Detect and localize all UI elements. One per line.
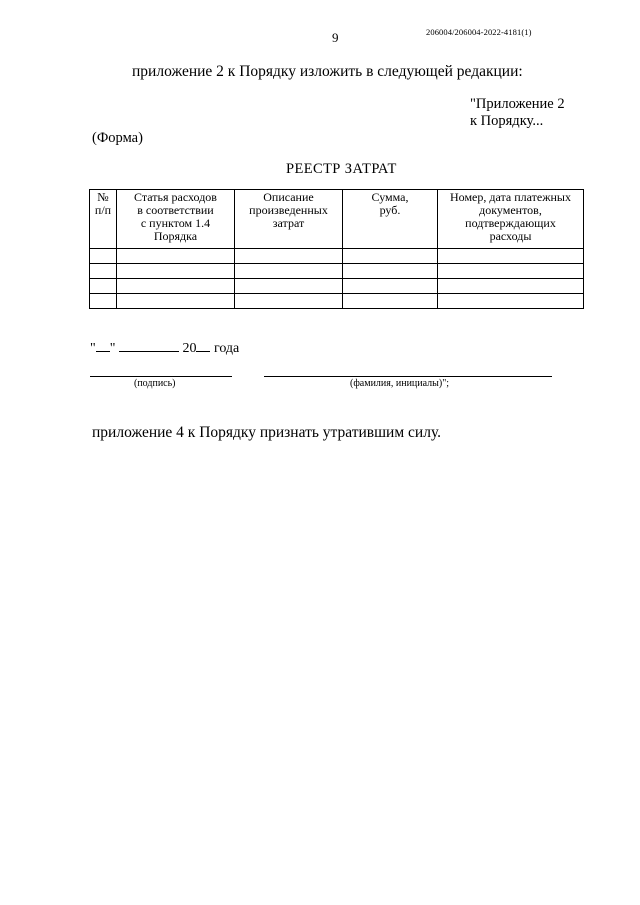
table-cell[interactable]: [438, 264, 584, 279]
table-cell[interactable]: [90, 249, 117, 264]
registry-table: [89, 189, 584, 309]
day-blank[interactable]: [96, 351, 110, 352]
header-cell-expense-item: [117, 190, 235, 249]
header-cell-description: [235, 190, 343, 249]
table-cell[interactable]: [117, 294, 235, 309]
header-cell-amount: [343, 190, 438, 249]
table-row: [90, 294, 584, 309]
header-text: расходы: [489, 229, 532, 243]
table-cell[interactable]: [90, 294, 117, 309]
table-cell[interactable]: [117, 264, 235, 279]
table-row: [90, 249, 584, 264]
table-cell[interactable]: [343, 279, 438, 294]
document-id: 206004/206004-2022-4181(1): [426, 27, 532, 37]
intro-paragraph: приложение 2 к Порядку изложить в следующей редакции:: [132, 63, 523, 80]
closing-paragraph: приложение 4 к Порядку признать утратившим силу.: [92, 424, 442, 441]
open-quote: ": [90, 341, 96, 356]
table-cell[interactable]: [90, 264, 117, 279]
table-row: [90, 279, 584, 294]
header-text: с пунктом 1.4: [140, 216, 211, 230]
table-cell[interactable]: [235, 249, 343, 264]
header-text: подтверждающих: [465, 216, 556, 230]
table-cell[interactable]: [235, 264, 343, 279]
month-blank[interactable]: [119, 351, 179, 352]
form-label: (Форма): [92, 130, 143, 146]
table-cell[interactable]: [438, 294, 584, 309]
header-text: Описание: [263, 190, 314, 204]
table-cell[interactable]: [343, 264, 438, 279]
name-caption: (фамилия, инициалы)";: [350, 378, 450, 389]
header-text: п/п: [94, 203, 112, 217]
appendix-note: [470, 96, 565, 130]
table-cell[interactable]: [117, 249, 235, 264]
year-prefix: 20: [182, 341, 197, 356]
table-cell[interactable]: [438, 279, 584, 294]
header-cell-number: [90, 190, 117, 249]
header-text: произведенных: [249, 203, 328, 217]
header-text: Номер, дата платежных: [450, 190, 571, 204]
table-header-row: [90, 190, 584, 249]
header-text: руб.: [379, 203, 401, 217]
header-text: Сумма,: [371, 190, 409, 204]
name-line[interactable]: [264, 376, 552, 377]
table-cell[interactable]: [343, 249, 438, 264]
table-cell[interactable]: [343, 294, 438, 309]
appendix-note-line-2: к Порядку...: [470, 113, 544, 129]
header-text: затрат: [272, 216, 305, 230]
close-quote: ": [109, 341, 116, 356]
signature-caption: (подпись): [134, 378, 176, 389]
registry-title: РЕЕСТР ЗАТРАТ: [286, 161, 397, 177]
signature-line[interactable]: [90, 376, 232, 377]
year-blank[interactable]: [196, 351, 210, 352]
page-number: 9: [332, 30, 339, 45]
table-cell[interactable]: [90, 279, 117, 294]
appendix-note-line-1: "Приложение 2: [470, 96, 565, 112]
date-line: [90, 341, 239, 357]
header-text: Порядка: [153, 229, 198, 243]
header-text: Статья расходов: [134, 190, 217, 204]
header-text: в соответствии: [137, 203, 214, 217]
header-cell-payment-docs: [438, 190, 584, 249]
registry-table-body: [90, 249, 584, 309]
table-cell[interactable]: [235, 294, 343, 309]
year-suffix: года: [213, 341, 240, 356]
header-text: документов,: [479, 203, 542, 217]
table-cell[interactable]: [438, 249, 584, 264]
header-text: №: [97, 190, 109, 204]
table-cell[interactable]: [235, 279, 343, 294]
table-cell[interactable]: [117, 279, 235, 294]
table-row: [90, 264, 584, 279]
